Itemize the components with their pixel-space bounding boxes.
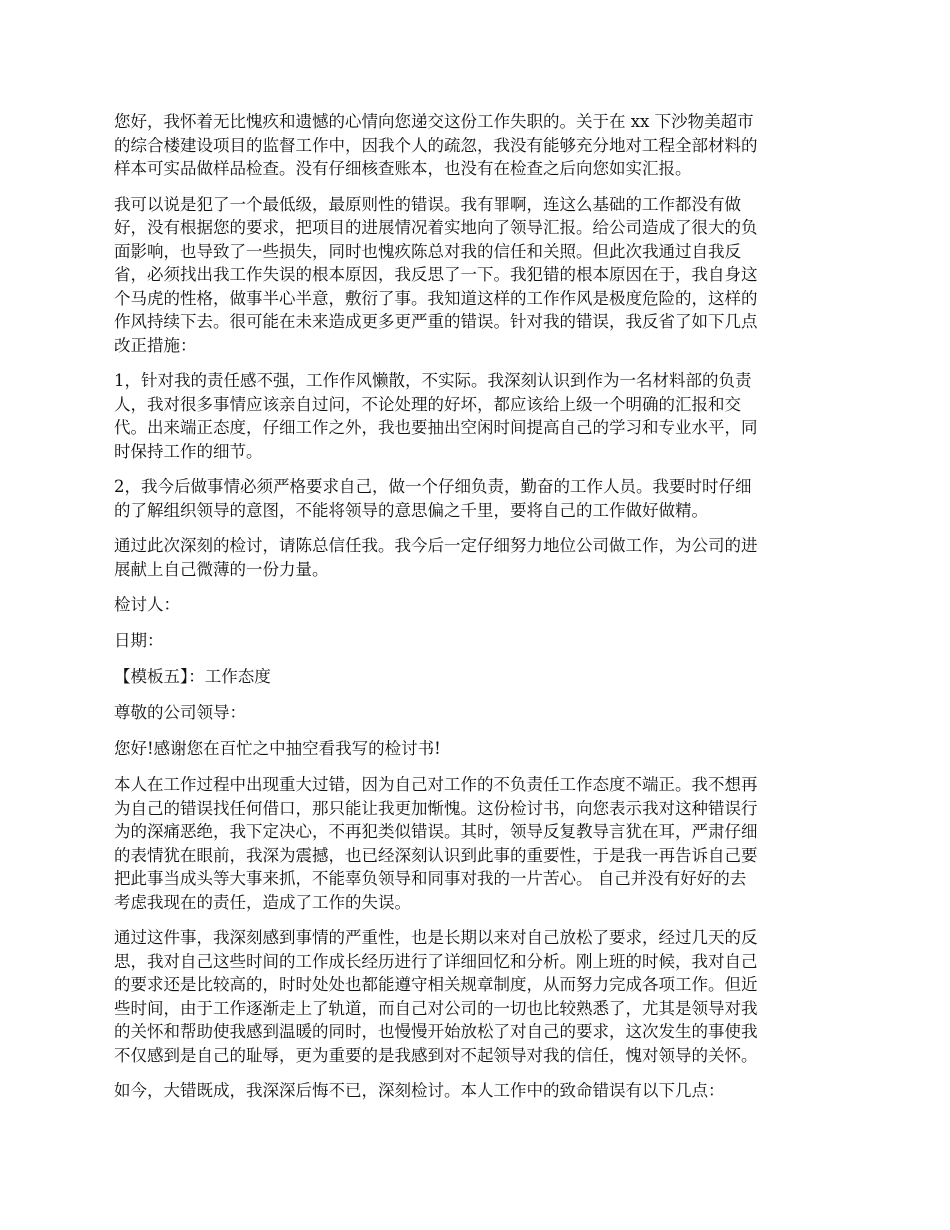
template-heading xyxy=(114,665,840,689)
text-line: 的表情犹在眼前，我深为震撼，也已经深刻认识到此事的重要性，于是我一再告诉自己要 xyxy=(114,845,758,865)
text-line: 个马虎的性格，做事半心半意，敷衍了事。我知道这样的工作作风是极度危险的，这样的 xyxy=(114,288,758,308)
paragraph-13 xyxy=(114,1079,840,1103)
reviewer-label xyxy=(114,593,840,617)
paragraph-1 xyxy=(114,110,840,181)
paragraph-3 xyxy=(114,369,840,463)
text-line: 改正措施： xyxy=(114,335,197,355)
document-page xyxy=(114,110,840,1115)
text-line: 思，我对自己这些时间的工作成长经历进行了详细回忆和分析。刚上班的时候，我对自己 xyxy=(114,951,758,971)
text-line: 通过这件事，我深刻感到事情的严重性，也是长期以来对自己放松了要求，经过几天的反 xyxy=(114,928,758,947)
text-line: 些时间，由于工作逐渐走上了轨道，而自己对公司的一切也比较熟悉了，尤其是领导对我 xyxy=(114,998,758,1018)
date-label xyxy=(114,629,840,653)
text-line: 通过此次深刻的检讨，请陈总信任我。我今后一定仔细努力地位公司做工作，为公司的进 xyxy=(114,536,758,555)
text-line: 您好!感谢您在百忙之中抽空看我写的检讨书! xyxy=(114,739,441,758)
text-line: 时保持工作的细节。 xyxy=(114,441,263,461)
text-line: 样本可实品做样品检查。没有仔细核查账本，也没有在检查之后向您如实汇报。 xyxy=(114,159,692,178)
text-line: 2，我今后做事情必须严格要求自己，做一个仔细负责，勤奋的工作人员。我要时时仔细 xyxy=(114,477,752,496)
text-line: 的综合楼建设项目的监督工作中，因我个人的疏忽，我没有能够充分地对工程全部材料的 xyxy=(114,135,758,155)
text-line: 的要求还是比较高的，时时处处也都能遵守相关规章制度，从而努力完成各项工作。但近 xyxy=(114,975,758,994)
text-line: 为自己的错误找任何借口，那只能让我更加惭愧。这份检讨书，向您表示我对这种错误行 xyxy=(114,798,758,818)
salutation xyxy=(114,701,840,725)
text-line: 省，必须找出我工作失误的根本原因，我反思了一下。我犯错的根本原因在于，我自身这 xyxy=(114,265,758,284)
text-line: 的关怀和帮助使我感到温暖的同时，也慢慢开始放松了对自己的要求，这次发生的事使我 xyxy=(114,1022,758,1041)
paragraph-5 xyxy=(114,534,840,581)
text-line: 【模板五】：工作态度 xyxy=(114,667,271,686)
greeting xyxy=(114,737,840,761)
text-line: 如今，大错既成，我深深后悔不已，深刻检讨。本人工作中的致命错误有以下几点： xyxy=(114,1081,725,1100)
paragraph-4 xyxy=(114,475,840,522)
text-line: 1，针对我的责任感不强，工作作风懒散，不实际。我深刻认识到作为一名材料部的负责 xyxy=(114,371,752,390)
text-line: 面影响，也导致了一些损失，同时也愧疚陈总对我的信任和关照。但此次我通过自我反 xyxy=(114,241,741,261)
paragraph-2 xyxy=(114,193,840,358)
text-line: 好，没有根据您的要求，把项目的进展情况着实地向了领导汇报。给公司造成了很大的负 xyxy=(114,218,758,237)
text-line: 的了解组织领导的意图，不能将领导的意思偏之千里，要将自己的工作做好做精。 xyxy=(114,500,708,520)
text-line: 不仅感到是自己的耻辱，更为重要的是我感到对不起领导对我的信任，愧对领导的关怀。 xyxy=(114,1045,758,1065)
text-line: 把此事当成头等大事来抓，不能辜负领导和同事对我的一片苦心。 自己并没有好好的去 xyxy=(114,869,747,888)
text-line: 代。出来端正态度，仔细工作之外，我也要抽出空闲时间提高自己的学习和专业水平，同 xyxy=(114,418,758,437)
text-line: 您好，我怀着无比愧疚和遗憾的心情向您递交这份工作失职的。关于在 xx 下沙物美超市 xyxy=(114,112,754,131)
text-line: 尊敬的公司领导： xyxy=(114,703,246,722)
text-line: 人，我对很多事情应该亲自过问，不论处理的好坏，都应该给上级一个明确的汇报和交 xyxy=(114,394,741,414)
text-line: 为的深痛恶绝，我下定决心，不再犯类似错误。其时，领导反复教导言犹在耳，严肃仔细 xyxy=(114,822,758,841)
text-line: 本人在工作过程中出现重大过错，因为自己对工作的不负责任工作态度不端正。我不想再 xyxy=(114,775,758,794)
text-line: 作风持续下去。很可能在未来造成更多更严重的错误。针对我的错误，我反省了如下几点 xyxy=(114,312,758,331)
paragraph-11 xyxy=(114,773,840,914)
text-line: 展献上自己微薄的一份力量。 xyxy=(114,559,329,579)
text-line: 我可以说是犯了一个最低级，最原则性的错误。我有罪啊，连这么基础的工作都没有做 xyxy=(114,194,741,214)
paragraph-12 xyxy=(114,926,840,1067)
text-line: 日期： xyxy=(114,631,164,650)
text-line: 考虑我现在的责任，造成了工作的失误。 xyxy=(114,892,411,912)
text-line: 检讨人： xyxy=(114,595,180,614)
